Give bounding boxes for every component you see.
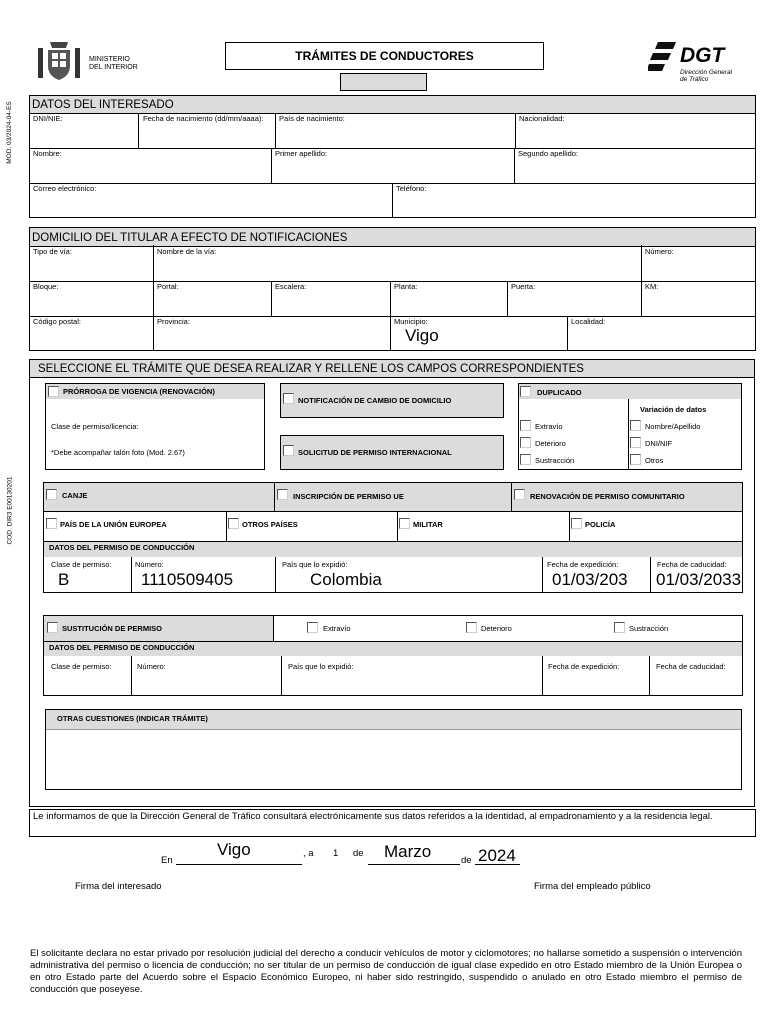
lugar-value[interactable]: Vigo [217, 840, 251, 859]
name-field[interactable]: Nombre: [33, 149, 62, 158]
var-nombre-label: Nombre/Apellido [645, 422, 701, 431]
sust-pais-field[interactable]: País que lo expidió: [288, 662, 354, 671]
declaracion-text: El solicitante declara no estar privado por resolución judicial del derecho a conducir vehículos de motor y ciclomotores; no hallarse sometido a suspensión o intervención administrativa del permiso o licencia de conducción; no ser titular de un permiso de conducción de igual clase expedido en otro Estado miembro de la Unión Europea o en otro Estado parte del Acuerdo sobre el Espacio Económico Europeo, ni haber sido restringido, suspendido o anulado en otro Estado miembro el permiso de conducción que poseyese. [30, 948, 742, 995]
sust-extravio-checkbox[interactable] [307, 622, 318, 633]
dgt-logo-icon [648, 40, 678, 74]
de1-label: de [353, 848, 364, 859]
title-box [225, 42, 544, 70]
sust-deterioro-label: Deterioro [481, 624, 512, 633]
en-label: En [161, 855, 173, 866]
canje-pais-label: País que lo expidió: [282, 560, 348, 569]
policia-label: POLICÍA [585, 520, 616, 529]
provincia-field[interactable]: Provincia: [157, 317, 190, 326]
prorroga-checkbox[interactable] [48, 386, 59, 397]
sustitucion-checkbox[interactable] [47, 622, 58, 633]
canje-label: CANJE [62, 491, 88, 500]
municipio-field[interactable]: Municipio: [394, 317, 428, 326]
interesado-heading: DATOS DEL INTERESADO [32, 99, 174, 111]
militar-checkbox[interactable] [399, 518, 410, 529]
ministry-line2: DEL INTERIOR [89, 64, 138, 71]
phone-field[interactable]: Teléfono: [396, 184, 427, 193]
otras-cuestiones-label: OTRAS CUESTIONES (INDICAR TRÁMITE) [57, 714, 208, 723]
otros-paises-checkbox[interactable] [228, 518, 239, 529]
cambio-domicilio-label: NOTIFICACIÓN DE CAMBIO DE DOMICILIO [298, 396, 452, 405]
surname1-field[interactable]: Primer apellido: [275, 149, 328, 158]
dup-sustraccion-checkbox[interactable] [520, 454, 531, 465]
planta-field[interactable]: Planta: [394, 282, 418, 291]
inscripcion-label: INSCRIPCIÓN DE PERMISO UE [293, 492, 404, 501]
firma-empleado-label: Firma del empleado público [534, 881, 651, 892]
side-code-bottom: COD. DIR3 E00130201 [6, 476, 14, 545]
canje-expedicion-value[interactable]: 01/03/203 [552, 570, 628, 589]
a-label: , a [303, 848, 314, 859]
dni-field[interactable]: DNI/NIE: [33, 114, 63, 123]
nombre-via-field[interactable]: Nombre de la vía: [157, 247, 217, 256]
sust-deterioro-checkbox[interactable] [466, 622, 477, 633]
numero-field[interactable]: Número: [645, 247, 674, 256]
sust-caducidad-field[interactable]: Fecha de caducidad: [656, 662, 726, 671]
dup-extravio-label: Extravío [535, 422, 563, 431]
canje-caducidad-label: Fecha de caducidad: [657, 560, 727, 569]
canje-clase-label: Clase de permiso: [51, 560, 112, 569]
canje-expedicion-label: Fecha de expedición: [547, 560, 619, 569]
tipo-via-field[interactable]: Tipo de vía: [33, 247, 72, 256]
dup-extravio-checkbox[interactable] [520, 420, 531, 431]
pais-ue-label: PAÍS DE LA UNIÓN EUROPEA [60, 520, 167, 529]
sust-sustraccion-label: Sustracción [629, 624, 669, 633]
var-otros-checkbox[interactable] [630, 454, 641, 465]
dgt-logo-text: DGT [680, 44, 725, 67]
canje-datos-permiso-heading: DATOS DEL PERMISO DE CONDUCCIÓN [49, 543, 195, 552]
cp-field[interactable]: Código postal: [33, 317, 81, 326]
var-dni-label: DNI/NIF [645, 439, 673, 448]
tramite-heading: SELECCIONE EL TRÁMITE QUE DESEA REALIZAR Y RELLENE LOS CAMPOS CORRESPONDIENTES [38, 363, 584, 375]
dup-deterioro-label: Deterioro [535, 439, 566, 448]
var-otros-label: Otros [645, 456, 664, 465]
municipio-value[interactable]: Vigo [405, 326, 439, 345]
militar-label: MILITAR [413, 520, 443, 529]
canje-numero-label: Número: [135, 560, 164, 569]
dia-value[interactable]: 1 [333, 848, 339, 859]
sust-datos-permiso-heading: DATOS DEL PERMISO DE CONDUCCIÓN [49, 643, 195, 652]
renovacion-comunitario-checkbox[interactable] [514, 489, 525, 500]
cambio-domicilio-checkbox[interactable] [283, 393, 294, 404]
canje-clase-value[interactable]: B [58, 570, 70, 589]
var-dni-checkbox[interactable] [630, 437, 641, 448]
email-field[interactable]: Correo electrónico: [33, 184, 97, 193]
sust-sustraccion-checkbox[interactable] [614, 622, 625, 633]
canje-checkbox[interactable] [46, 489, 57, 500]
birth-country-field[interactable]: País de nacimiento: [279, 114, 345, 123]
renovacion-comunitario-label: RENOVACIÓN DE PERMISO COMUNITARIO [530, 492, 685, 501]
escalera-field[interactable]: Escalera: [275, 282, 307, 291]
puerta-field[interactable]: Puerta: [511, 282, 536, 291]
canje-caducidad-value[interactable]: 01/03/2033 [656, 570, 742, 589]
info-text: Le informamos de que la Dirección General de Tráfico consultará electrónicamente sus datos referidos a la identidad, al empadronamiento y a la residencia legal. [33, 811, 713, 822]
domicilio-heading: DOMICILIO DEL TITULAR A EFECTO DE NOTIFICACIONES [32, 232, 348, 244]
canje-pais-value[interactable]: Colombia [310, 570, 382, 589]
anio-value[interactable]: 2024 [478, 846, 516, 865]
pais-ue-checkbox[interactable] [46, 518, 57, 529]
sust-extravio-label: Extravío [323, 624, 351, 633]
km-field[interactable]: KM: [645, 282, 659, 291]
canje-numero-value[interactable]: 1110509405 [141, 570, 234, 589]
portal-field[interactable]: Portal: [157, 282, 179, 291]
var-nombre-checkbox[interactable] [630, 420, 641, 431]
variacion-label: Variación de datos [640, 405, 707, 414]
duplicado-checkbox[interactable] [520, 386, 531, 397]
de2-label: de [461, 855, 472, 866]
firma-interesado-label: Firma del interesado [75, 881, 162, 892]
sustitucion-label: SUSTITUCIÓN DE PERMISO [62, 624, 163, 633]
dup-sustraccion-label: Sustracción [535, 456, 575, 465]
dup-deterioro-checkbox[interactable] [520, 437, 531, 448]
bloque-field[interactable]: Bloque: [33, 282, 59, 291]
permiso-internacional-checkbox[interactable] [283, 445, 294, 456]
localidad-field[interactable]: Localidad: [571, 317, 606, 326]
nota-foto: *Debe acompañar talón foto (Mod. 2.67) [51, 448, 185, 457]
duplicado-label: DUPLICADO [537, 388, 582, 397]
office-use-box [340, 73, 427, 91]
dgt-sub1: Dirección General [680, 69, 733, 76]
page-title: TRÁMITES DE CONDUCTORES [295, 49, 474, 63]
dgt-sub2: de Tráfico [680, 76, 709, 83]
birthdate-field[interactable]: Fecha de nacimiento (dd/mm/aaaa): [143, 114, 264, 123]
policia-checkbox[interactable] [571, 518, 582, 529]
mes-value[interactable]: Marzo [384, 842, 432, 861]
otros-paises-label: OTROS PAÍSES [242, 520, 298, 529]
ministry-line1: MINISTERIO [89, 56, 130, 63]
sust-clase-field[interactable]: Clase de permiso: [51, 662, 112, 671]
clase-permiso-licencia-field[interactable]: Clase de permiso/licencia: [51, 422, 139, 431]
surname2-field[interactable]: Segundo apellido: [518, 149, 579, 158]
inscripcion-checkbox[interactable] [277, 489, 288, 500]
permiso-internacional-label: SOLICITUD DE PERMISO INTERNACIONAL [298, 448, 452, 457]
sust-expedicion-field[interactable]: Fecha de expedición: [548, 662, 620, 671]
coat-of-arms-icon [36, 40, 82, 84]
side-code-top: MOD. 03/2024-04-ES [5, 101, 13, 164]
sust-numero-field[interactable]: Número: [137, 662, 166, 671]
nationality-field[interactable]: Nacionalidad: [519, 114, 565, 123]
prorroga-label: PRÓRROGA DE VIGENCIA (RENOVACIÓN) [63, 387, 215, 396]
